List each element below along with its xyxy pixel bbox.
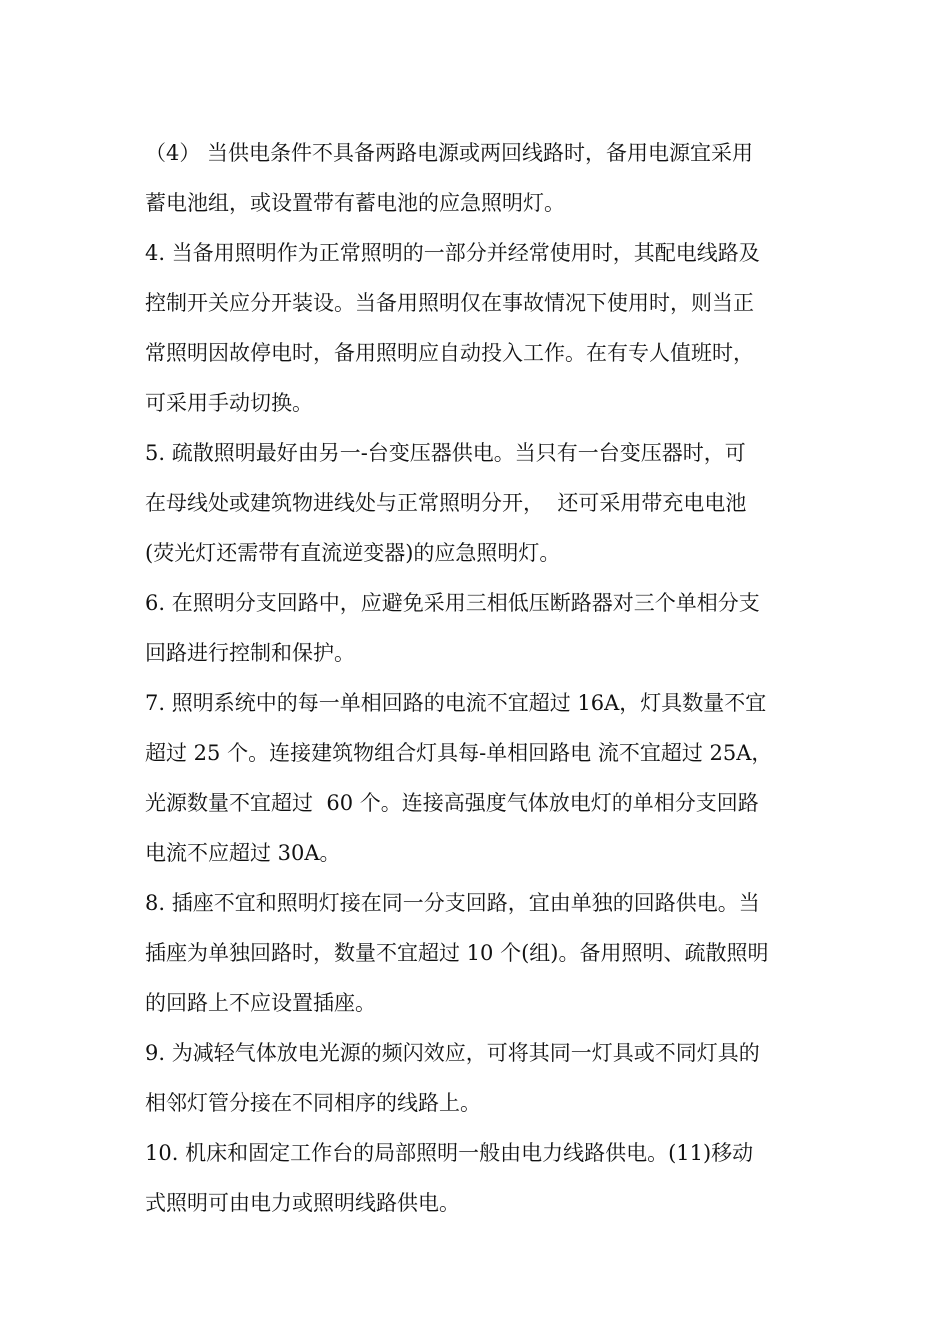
- text-line: 4. 当备用照明作为正常照明的一部分并经常使用时，其配电线路及: [145, 241, 760, 265]
- text-line: 光源数量不宜超过 60 个。连接高强度气体放电灯的单相分支回路: [145, 791, 759, 815]
- text-line: 的回路上不应设置插座。: [145, 991, 376, 1015]
- text-line: 可采用手动切换。: [145, 391, 313, 415]
- text-line: 蓄电池组，或设置带有蓄电池的应急照明灯。: [145, 191, 565, 215]
- text-line: 9. 为减轻气体放电光源的频闪效应，可将其同一灯具或不同灯具的: [145, 1041, 760, 1065]
- document-body: [145, 128, 815, 1228]
- text-line: 常照明因故停电时，备用照明应自动投入工作。在有专人值班时，: [145, 341, 754, 365]
- text-line: (荧光灯还需带有直流逆变器)的应急照明灯。: [145, 541, 561, 565]
- text-line: 式照明可由电力或照明线路供电。: [145, 1191, 460, 1215]
- text-line: 在母线处或建筑物进线处与正常照明分开， 还可采用带充电电池: [145, 491, 747, 515]
- text-line: 6. 在照明分支回路中，应避免采用三相低压断路器对三个单相分支: [145, 591, 760, 615]
- text-line: 控制开关应分开装设。当备用照明仅在事故情况下使用时，则当正: [145, 291, 754, 315]
- text-line: 回路进行控制和保护。: [145, 641, 355, 665]
- text-line: （4） 当供电条件不具备两路电源或两回线路时，备用电源宜采用: [145, 141, 754, 165]
- text-line: 电流不应超过 30A。: [145, 841, 341, 865]
- text-line: 10. 机床和固定工作台的局部照明一般由电力线路供电。(11)移动: [145, 1141, 754, 1165]
- text-line: 插座为单独回路时，数量不宜超过 10 个(组)。备用照明、疏散照明: [145, 941, 769, 965]
- text-line: 7. 照明系统中的每一单相回路的电流不宜超过 16A，灯具数量不宜: [145, 691, 767, 715]
- text-line: 相邻灯管分接在不同相序的线路上。: [145, 1091, 481, 1115]
- text-line: 5. 疏散照明最好由另一-台变压器供电。当只有一台变压器时，可: [145, 441, 746, 465]
- text-line: 超过 25 个。连接建筑物组合灯具每-单相回路电 流不宜超过 25A，: [145, 741, 773, 765]
- text-line: 8. 插座不宜和照明灯接在同一分支回路，宜由单独的回路供电。当: [145, 891, 760, 915]
